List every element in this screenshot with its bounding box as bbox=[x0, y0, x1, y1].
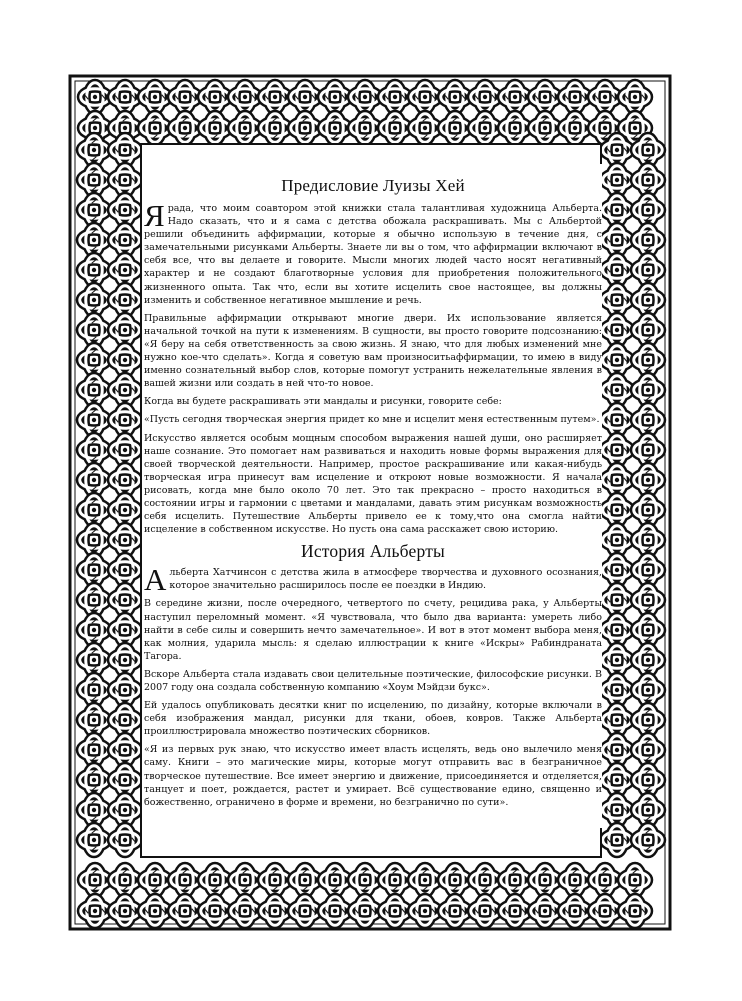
section-title-story: История Альберты bbox=[300, 541, 446, 562]
page-text-area bbox=[144, 164, 602, 828]
section-title-preface: Предисловие Луизы Хей bbox=[281, 176, 465, 195]
paragraph-text: льберта Хатчинсон с детства жила в атмосфере творчества и духовного осознания, которое значительно расширилось после ее поездки в Индию. bbox=[169, 567, 602, 592]
drop-cap-letter: А bbox=[144, 562, 167, 598]
preface-paragraph-1 bbox=[144, 198, 602, 307]
story-paragraph-1 bbox=[144, 562, 602, 598]
preface-paragraph-3: Когда вы будете раскрашивать эти мандалы и рисунки, говорите себе: bbox=[144, 396, 502, 408]
drop-cap-letter: Я bbox=[144, 198, 165, 233]
paragraph-text: рада, что моим соавтором этой книжки стала талантливая художница Альберта. Надо сказать, что и я сама с детства обожала раскрашивать. Мы с Альбертой решили объединить аффирмации, которые я обычно использую в течение дня, с замечательными рисунками Альберты. Знаете ли вы о том, что аффирмации включают в себя все, что вы делаете и говорите. Мысли многих людей часто носят негативный характер и не создают благотворные условия для приобретения положительного жизненного опыта. Так что, если вы хотите исцелить свое настоящее, вы должны изменить и собственное негативное мышление и речь. bbox=[144, 203, 602, 306]
story-paragraph-4: Ей удалось опубликовать десятки книг по исцелению, по дизайну, которые включали в себя изображения мандал, рисунки для ткани, обоев, ковров. Также Альберта проиллюстрировала множество поэтических сборников. bbox=[144, 700, 602, 738]
preface-affirmation-quote: «Пусть сегодня творческая энергия придет ко мне и исцелит меня естественным путем». bbox=[144, 414, 600, 426]
preface-paragraph-2: Правильные аффирмации открывают многие двери. Их использование является начальной точкой на пути к изменениям. В сущности, вы просто говорите подсознанию: «Я беру на себя ответственность за свою жизнь. Я знаю, что для любых изменений мне нужно кое-что сделать». Когда я советую вам произноситьаффирмации, то имею в виду именно сознательный выбор слов, которые помогут устранить нежелательные явления в вашей жизни или создать в ней что-то новое. bbox=[144, 312, 602, 390]
story-paragraph-2: В середине жизни, после очередного, четвертого по счету, рецидива рака, у Альберты наступил переломный момент. «Я чувствовала, что было два варианта: умереть либо найти в себе силы и совершить нечто замечательное». И вот в этот момент выбора меня, как молния, ударила мысль: я сделаю иллюстрации к книге «Искры» Рабиндраната Тагора. bbox=[144, 598, 602, 662]
story-quote: «Я из первых рук знаю, что искусство имеет власть исцелять, ведь оно вылечило меня саму. Книги – это магические миры, которые могут отправить вас в безграничное творческое путешествие. Все имеет энергию и движение, присоединяется и отделяется, танцует и поет, рождается, растет и умирает. Всё существование едино, священно и божественно, ограничено в форме и времени, но безгранично по сути». bbox=[144, 744, 602, 808]
preface-paragraph-5: Искусство является особым мощным способом выражения нашей души, оно расширяет наше сознание. Это помогает нам развиваться и находить новые формы выражения для своей творческой деятельности. Например, простое раскрашивание или какая-нибудь творческая игра принесут вам исцеление и откроют новые возможности. Я начала рисовать, когда мне было около 70 лет. Это так прекрасно – просто находиться в состоянии игры и гармонии с цветами и мандалами, давать этим рисункам возможность себя исцелить. Путешествие Альберты привело ее к тому,что она смогла найти исцеление в собственном искусстве. Но пусть она сама расскажет свою историю. bbox=[144, 432, 602, 536]
story-paragraph-3: Вскоре Альберта стала издавать свои целительные поэтические, философские рисунки. В 2007 году она создала собственную компанию «Хоум Мэйдзи букс». bbox=[144, 668, 602, 693]
